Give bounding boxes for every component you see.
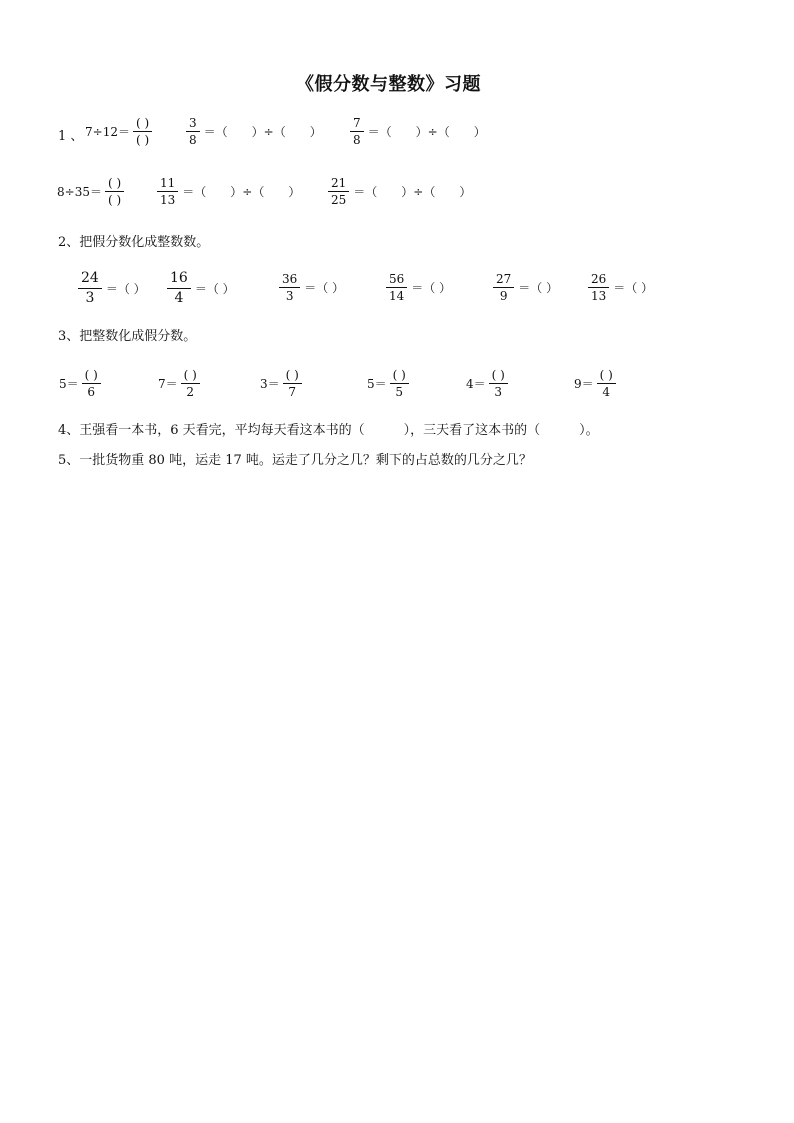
answer-blank[interactable]: ＝（ ）÷（ ）: [182, 185, 301, 199]
answer-blank[interactable]: ＝（ ）: [518, 281, 559, 295]
fraction-denominator: 4: [174, 290, 184, 306]
answer-blank[interactable]: ＝（ ）: [304, 281, 345, 295]
question-5-text: 5、一批货物重 80 吨，运走 17 吨。运走了几分之几？剩下的占总数的几分之几？: [58, 453, 532, 468]
fraction-numerator: 7: [353, 116, 361, 130]
fraction-denominator: 5: [395, 385, 404, 399]
fraction-numerator: 26: [591, 272, 607, 286]
q3-expr-3: [259, 368, 304, 399]
question-3-text: 3、把整数化成假分数。: [58, 329, 197, 344]
answer-blank[interactable]: ＝（ ）: [105, 282, 146, 296]
fraction-numerator[interactable]: ( ): [392, 368, 406, 382]
expr-lead: 5＝: [367, 377, 387, 391]
q1-expr-6: [326, 176, 473, 207]
fraction-numerator: 3: [189, 116, 197, 130]
expr-lead: 4＝: [466, 377, 486, 391]
fraction-numerator: 16: [170, 270, 188, 286]
fraction-numerator[interactable]: ( ): [183, 368, 197, 382]
fraction: [487, 368, 510, 399]
fraction: [103, 176, 126, 207]
question-2-text: 2、把假分数化成整数数。: [58, 235, 210, 250]
question-1-label: 1 、: [58, 129, 84, 144]
fraction-denominator: 3: [494, 385, 503, 399]
q2-expr-1: [76, 270, 148, 307]
fraction: [348, 116, 366, 147]
q2-expr-2: [165, 270, 237, 307]
fraction-numerator: 21: [331, 176, 347, 190]
q2-expr-3: [277, 272, 346, 303]
answer-blank[interactable]: ＝（ ）÷（ ）: [367, 125, 486, 139]
q1-expr-3: [348, 116, 488, 147]
fraction-numerator: ( ): [135, 116, 150, 130]
q3-expr-4: [366, 368, 411, 399]
fraction: [184, 116, 202, 147]
answer-blank[interactable]: ＝（ ）÷（ ）: [203, 125, 322, 139]
fraction-denominator: ( ): [107, 193, 122, 207]
fraction-denominator: 4: [602, 385, 611, 399]
q3-expr-1: [58, 368, 103, 399]
fraction-denominator: 8: [353, 133, 361, 147]
fraction-denominator: 3: [285, 289, 294, 303]
fraction: [131, 116, 154, 147]
expr-lead: 3＝: [260, 377, 280, 391]
fraction: [155, 176, 180, 207]
page-title: 《假分数与整数》习题: [296, 74, 481, 95]
fraction-numerator: ( ): [107, 176, 122, 190]
q3-expr-6: [573, 368, 618, 399]
q3-expr-5: [465, 368, 510, 399]
fraction-denominator: 13: [160, 193, 176, 207]
fraction: [595, 368, 618, 399]
fraction-numerator: 27: [496, 272, 512, 286]
expr-lead: 8÷35＝: [57, 185, 102, 199]
fraction-denominator: 8: [189, 133, 197, 147]
q1-expr-5: [155, 176, 302, 207]
q2-expr-4: [384, 272, 453, 303]
expr-lead: 5＝: [59, 377, 79, 391]
fraction-numerator[interactable]: ( ): [491, 368, 505, 382]
fraction: [179, 368, 202, 399]
fraction-denominator: 13: [591, 289, 607, 303]
fraction-numerator: 24: [81, 270, 99, 286]
answer-blank[interactable]: ＝（ ）: [194, 282, 235, 296]
q2-expr-5: [491, 272, 560, 303]
fraction-denominator: 6: [87, 385, 96, 399]
fraction: [586, 272, 611, 303]
fraction: [388, 368, 411, 399]
fraction-numerator: 11: [160, 176, 176, 190]
answer-blank[interactable]: ＝（ ）: [411, 281, 452, 295]
expr-lead: 7＝: [158, 377, 178, 391]
fraction-numerator[interactable]: ( ): [84, 368, 98, 382]
fraction-numerator[interactable]: ( ): [285, 368, 299, 382]
q1-expr-2: [184, 116, 324, 147]
fraction-denominator: 7: [288, 385, 297, 399]
fraction: [165, 270, 193, 307]
q2-expr-6: [586, 272, 655, 303]
expr-lead: 9＝: [574, 377, 594, 391]
answer-blank[interactable]: ＝（ ）: [613, 281, 654, 295]
fraction-numerator[interactable]: ( ): [599, 368, 613, 382]
fraction: [326, 176, 351, 207]
fraction-denominator: 14: [389, 289, 405, 303]
fraction: [80, 368, 103, 399]
fraction-denominator: ( ): [135, 133, 150, 147]
fraction-denominator: 25: [331, 193, 347, 207]
fraction: [76, 270, 104, 307]
q3-expr-2: [157, 368, 202, 399]
q1-expr-4: [56, 176, 126, 207]
fraction-denominator: 3: [85, 290, 95, 306]
fraction: [281, 368, 304, 399]
answer-blank[interactable]: ＝（ ）÷（ ）: [353, 185, 472, 199]
fraction: [491, 272, 516, 303]
fraction-numerator: 36: [282, 272, 298, 286]
fraction: [384, 272, 409, 303]
fraction-denominator: 2: [186, 385, 195, 399]
expr-lead: 7÷12＝: [85, 125, 130, 139]
fraction: [277, 272, 302, 303]
fraction-numerator: 56: [389, 272, 405, 286]
fraction-denominator: 9: [499, 289, 508, 303]
q1-expr-1: [84, 116, 154, 147]
question-4-text: 4、王强看一本书，6 天看完，平均每天看这本书的（ ），三天看了这本书的（ ）。: [58, 423, 599, 438]
